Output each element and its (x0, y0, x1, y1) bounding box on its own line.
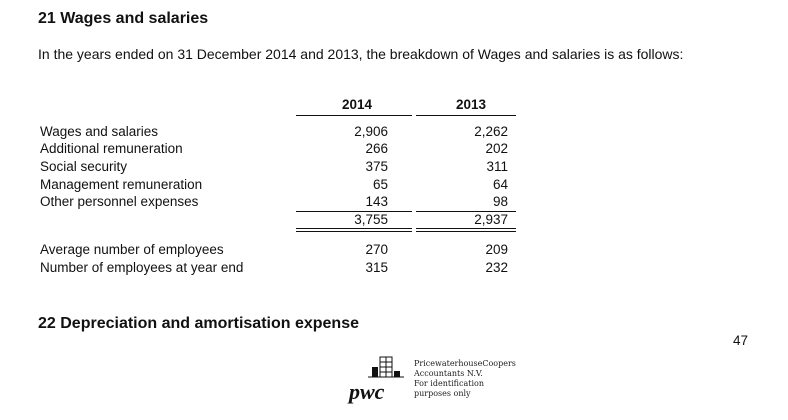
row-value-2013: 64 (492, 177, 508, 192)
double-rule-bottom-2013 (416, 231, 516, 232)
row-value-2013: 209 (485, 242, 508, 257)
row-value-2013: 311 (486, 159, 508, 174)
row-label: Management remuneration (40, 177, 203, 192)
total-value-2013: 2,937 (474, 212, 508, 227)
row-label: Wages and salaries (40, 124, 159, 139)
row-value-2014: 375 (365, 159, 388, 174)
row-value-2014: 143 (365, 194, 388, 209)
column-header-2014: 2014 (341, 97, 373, 112)
double-rule-bottom-2014 (296, 231, 412, 232)
stamp-line: PricewaterhouseCoopers (414, 359, 516, 368)
double-rule-top-2013 (416, 228, 516, 229)
stamp-line: Accountants N.V. (414, 369, 483, 378)
page-number: 47 (733, 333, 749, 348)
column-header-2013: 2013 (455, 97, 487, 112)
row-value-2014: 65 (372, 177, 388, 192)
section-21-intro: In the years ended on 31 December 2014 and 2013, the breakdown of Wages and salaries is as follows: (38, 46, 684, 62)
row-label: Additional remuneration (40, 141, 183, 156)
row-value-2014: 270 (365, 242, 388, 257)
row-label: Number of employees at year end (40, 260, 244, 275)
header-underline-2014 (296, 115, 412, 116)
row-value-2014: 266 (365, 141, 388, 156)
row-label: Average number of employees (40, 242, 224, 257)
pwc-logo-text: pwc (349, 379, 385, 404)
row-value-2013: 202 (485, 141, 508, 156)
row-value-2014: 315 (365, 260, 388, 275)
section-21-title: 21 Wages and salaries (38, 10, 209, 27)
row-label: Other personnel expenses (40, 194, 199, 209)
stamp-text (414, 359, 516, 399)
row-value-2014: 2,906 (354, 124, 388, 139)
row-label: Social security (40, 159, 128, 174)
row-value-2013: 2,262 (474, 124, 508, 139)
pwc-logo-icon (366, 355, 406, 381)
total-value-2014: 3,755 (354, 212, 388, 227)
stamp-line: For identification (414, 379, 484, 388)
section-22-title: 22 Depreciation and amortisation expense (38, 315, 359, 332)
stamp-line: purposes only (414, 389, 471, 398)
row-value-2013: 98 (492, 194, 508, 209)
header-underline-2013 (416, 115, 516, 116)
double-rule-top-2014 (296, 228, 412, 229)
row-value-2013: 232 (485, 260, 508, 275)
